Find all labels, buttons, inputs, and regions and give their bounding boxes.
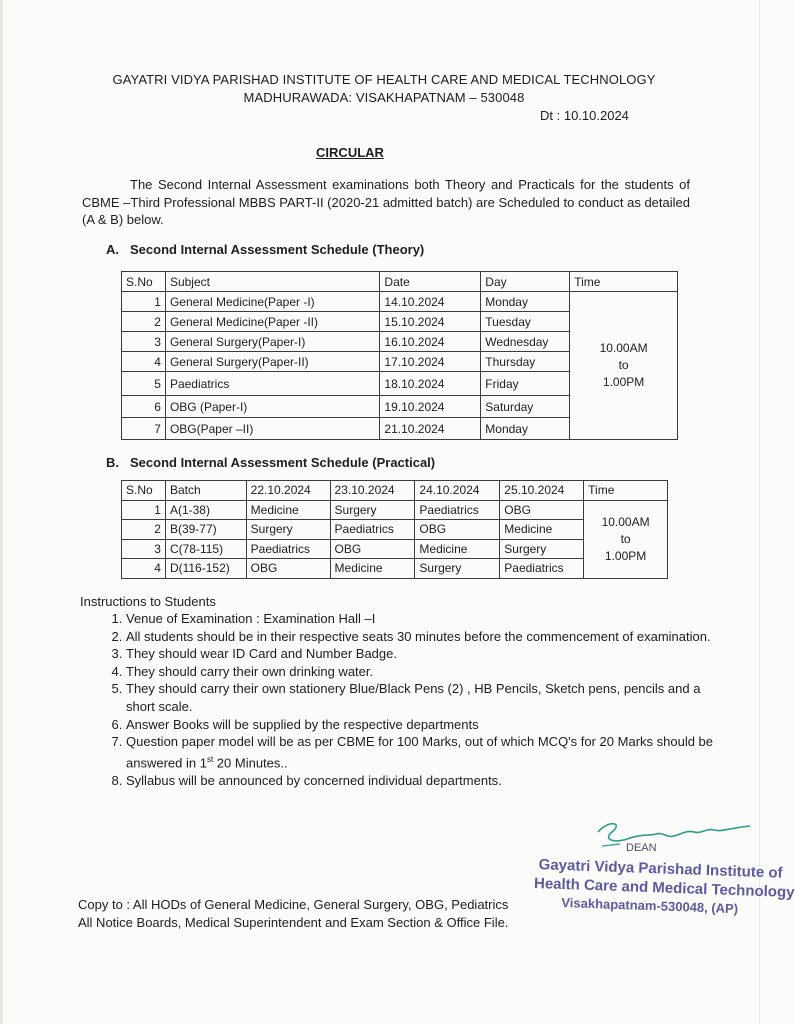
cell-day: Monday xyxy=(481,418,570,440)
cell-date: 19.10.2024 xyxy=(380,396,481,418)
table-row xyxy=(122,292,678,312)
list-item: 3. They should wear ID Card and Number Badge. xyxy=(126,645,726,663)
practical-heading xyxy=(106,455,435,470)
cell-day: Thursday xyxy=(481,352,570,372)
list-item: 6. Answer Books will be supplied by the respective departments xyxy=(126,716,726,734)
cell-time xyxy=(584,500,668,578)
cell-day: Tuesday xyxy=(481,312,570,332)
cell-sno: 1 xyxy=(122,292,166,312)
list-item: 4. They should carry their own drinking water. xyxy=(126,663,726,681)
list-item: 2. All students should be in their respective seats 30 minutes before the commencement of examination. xyxy=(126,628,726,646)
cell-subject: Paediatrics xyxy=(246,539,330,559)
item7-text: Question paper model will be as per CBME for 100 Marks, out of which MCQ's for 20 Marks should be answered in 1 xyxy=(126,734,714,771)
col-batch: Batch xyxy=(165,481,246,501)
institute-name: GAYATRI VIDYA PARISHAD INSTITUTE OF HEALTH CARE AND MEDICAL TECHNOLOGY xyxy=(112,72,656,87)
cell-subject: General Medicine(Paper -II) xyxy=(165,312,379,332)
practical-schedule-table xyxy=(121,480,668,579)
cell-subject: Paediatrics xyxy=(330,520,415,540)
item7-tail: 20 Minutes.. xyxy=(213,755,288,771)
copy-to xyxy=(78,896,558,932)
cell-subject: OBG xyxy=(330,539,415,559)
official-stamp xyxy=(529,856,795,917)
instructions-list xyxy=(78,610,726,789)
cell-subject: General Surgery(Paper-I) xyxy=(165,332,379,352)
theory-heading-text: Second Internal Assessment Schedule (Theory) xyxy=(130,242,425,257)
cell-subject: Medicine xyxy=(246,500,330,520)
cell-batch: C(78-115) xyxy=(165,539,246,559)
cell-time xyxy=(570,292,678,440)
cell-date: 14.10.2024 xyxy=(380,292,481,312)
cell-date: 16.10.2024 xyxy=(380,332,481,352)
cell-batch: B(39-77) xyxy=(165,520,246,540)
cell-subject: Medicine xyxy=(500,520,584,540)
col-date: Date xyxy=(380,272,481,292)
time-to: to xyxy=(618,358,629,372)
circular-date: Dt : 10.10.2024 xyxy=(540,108,629,123)
cell-subject: OBG xyxy=(246,559,330,579)
practical-label: B. xyxy=(106,455,119,470)
table-header-row xyxy=(122,272,678,292)
time-end: 1.00PM xyxy=(602,375,645,389)
col-subject: Subject xyxy=(165,272,379,292)
cell-subject: Medicine xyxy=(330,559,415,579)
time-to: to xyxy=(620,531,631,546)
instructions-title: Instructions to Students xyxy=(80,594,216,609)
stamp-line-2: Health Care and Medical Technology xyxy=(533,875,795,902)
list-item: 5. They should carry their own stationery Blue/Black Pens (2) , HB Pencils, Sketch pens, pencils and a short scale. xyxy=(126,680,726,715)
col-time: Time xyxy=(584,481,668,501)
cell-subject: OBG xyxy=(415,520,500,540)
cell-date: 15.10.2024 xyxy=(380,312,481,332)
institute-address: MADHURAWADA: VISAKHAPATNAM – 530048 xyxy=(243,90,525,105)
col-date-3: 24.10.2024 xyxy=(415,481,500,501)
circular-title-text: CIRCULAR xyxy=(316,145,384,160)
cell-sno: 7 xyxy=(122,418,166,440)
cell-subject: Paediatrics xyxy=(415,500,500,520)
col-date-2: 23.10.2024 xyxy=(330,481,415,501)
col-date-1: 22.10.2024 xyxy=(246,481,330,501)
cell-subject: OBG xyxy=(500,500,584,520)
col-time: Time xyxy=(570,272,678,292)
cell-sno: 5 xyxy=(122,372,166,396)
cell-subject: Paediatrics xyxy=(165,372,379,396)
cell-sno: 6 xyxy=(122,396,166,418)
cell-subject: OBG (Paper-I) xyxy=(165,396,379,418)
circular-title xyxy=(0,145,700,160)
copy-to-line-2: All Notice Boards, Medical Superintendent and Exam Section & Office File. xyxy=(78,915,509,930)
cell-day: Monday xyxy=(481,292,570,312)
item7-sup: st xyxy=(206,754,214,764)
cell-subject: Surgery xyxy=(415,559,500,579)
practical-heading-text: Second Internal Assessment Schedule (Practical) xyxy=(130,455,436,470)
time-end: 1.00PM xyxy=(604,548,647,563)
col-day: Day xyxy=(481,272,570,292)
cell-sno: 2 xyxy=(122,520,166,540)
cell-sno: 3 xyxy=(122,332,166,352)
theory-heading xyxy=(106,242,424,257)
list-item: 1. Venue of Examination : Examination Hall –I xyxy=(126,610,726,628)
cell-date: 18.10.2024 xyxy=(380,372,481,396)
time-start: 10.00AM xyxy=(599,341,648,355)
cell-sno: 3 xyxy=(122,539,166,559)
cell-date: 17.10.2024 xyxy=(380,352,481,372)
stamp-line-1: Gayatri Vidya Parishad Institute of xyxy=(538,856,783,882)
theory-label: A. xyxy=(106,242,119,257)
cell-subject: Surgery xyxy=(500,539,584,559)
col-date-4: 25.10.2024 xyxy=(500,481,584,501)
cell-subject: General Surgery(Paper-II) xyxy=(165,352,379,372)
cell-sno: 2 xyxy=(122,312,166,332)
cell-subject: Surgery xyxy=(330,500,415,520)
cell-date: 21.10.2024 xyxy=(380,418,481,440)
list-item xyxy=(126,733,726,772)
stamp-line-3: Visakhapatnam-530048, (AP) xyxy=(561,894,739,917)
cell-subject: Surgery xyxy=(246,520,330,540)
signature xyxy=(590,812,760,852)
list-item: 8. Syllabus will be announced by concerned individual departments. xyxy=(126,772,726,790)
table-header-row xyxy=(122,481,668,501)
cell-sno: 1 xyxy=(122,500,166,520)
cell-sno: 4 xyxy=(122,352,166,372)
cell-subject: General Medicine(Paper -I) xyxy=(165,292,379,312)
signature-designation: DEAN xyxy=(626,842,657,854)
cell-sno: 4 xyxy=(122,559,166,579)
table-row xyxy=(122,500,668,520)
cell-subject: Paediatrics xyxy=(500,559,584,579)
col-sno: S.No xyxy=(122,272,166,292)
cell-subject: Medicine xyxy=(415,539,500,559)
cell-subject: OBG(Paper –II) xyxy=(165,418,379,440)
cell-day: Saturday xyxy=(481,396,570,418)
copy-to-line-1: Copy to : All HODs of General Medicine, General Surgery, OBG, Pediatrics xyxy=(78,897,509,912)
col-sno: S.No xyxy=(122,481,166,501)
theory-schedule-table xyxy=(121,271,678,440)
cell-day: Wednesday xyxy=(481,332,570,352)
cell-day: Friday xyxy=(481,372,570,396)
cell-batch: A(1-38) xyxy=(165,500,246,520)
cell-batch: D(116-152) xyxy=(165,559,246,579)
time-start: 10.00AM xyxy=(601,514,650,529)
intro-paragraph: The Second Internal Assessment examinations both Theory and Practicals for the students of CBME –Third Professional MBBS PART-II (2020-21 admitted batch) are Scheduled to conduct as detailed (A & B) below. xyxy=(82,177,690,227)
